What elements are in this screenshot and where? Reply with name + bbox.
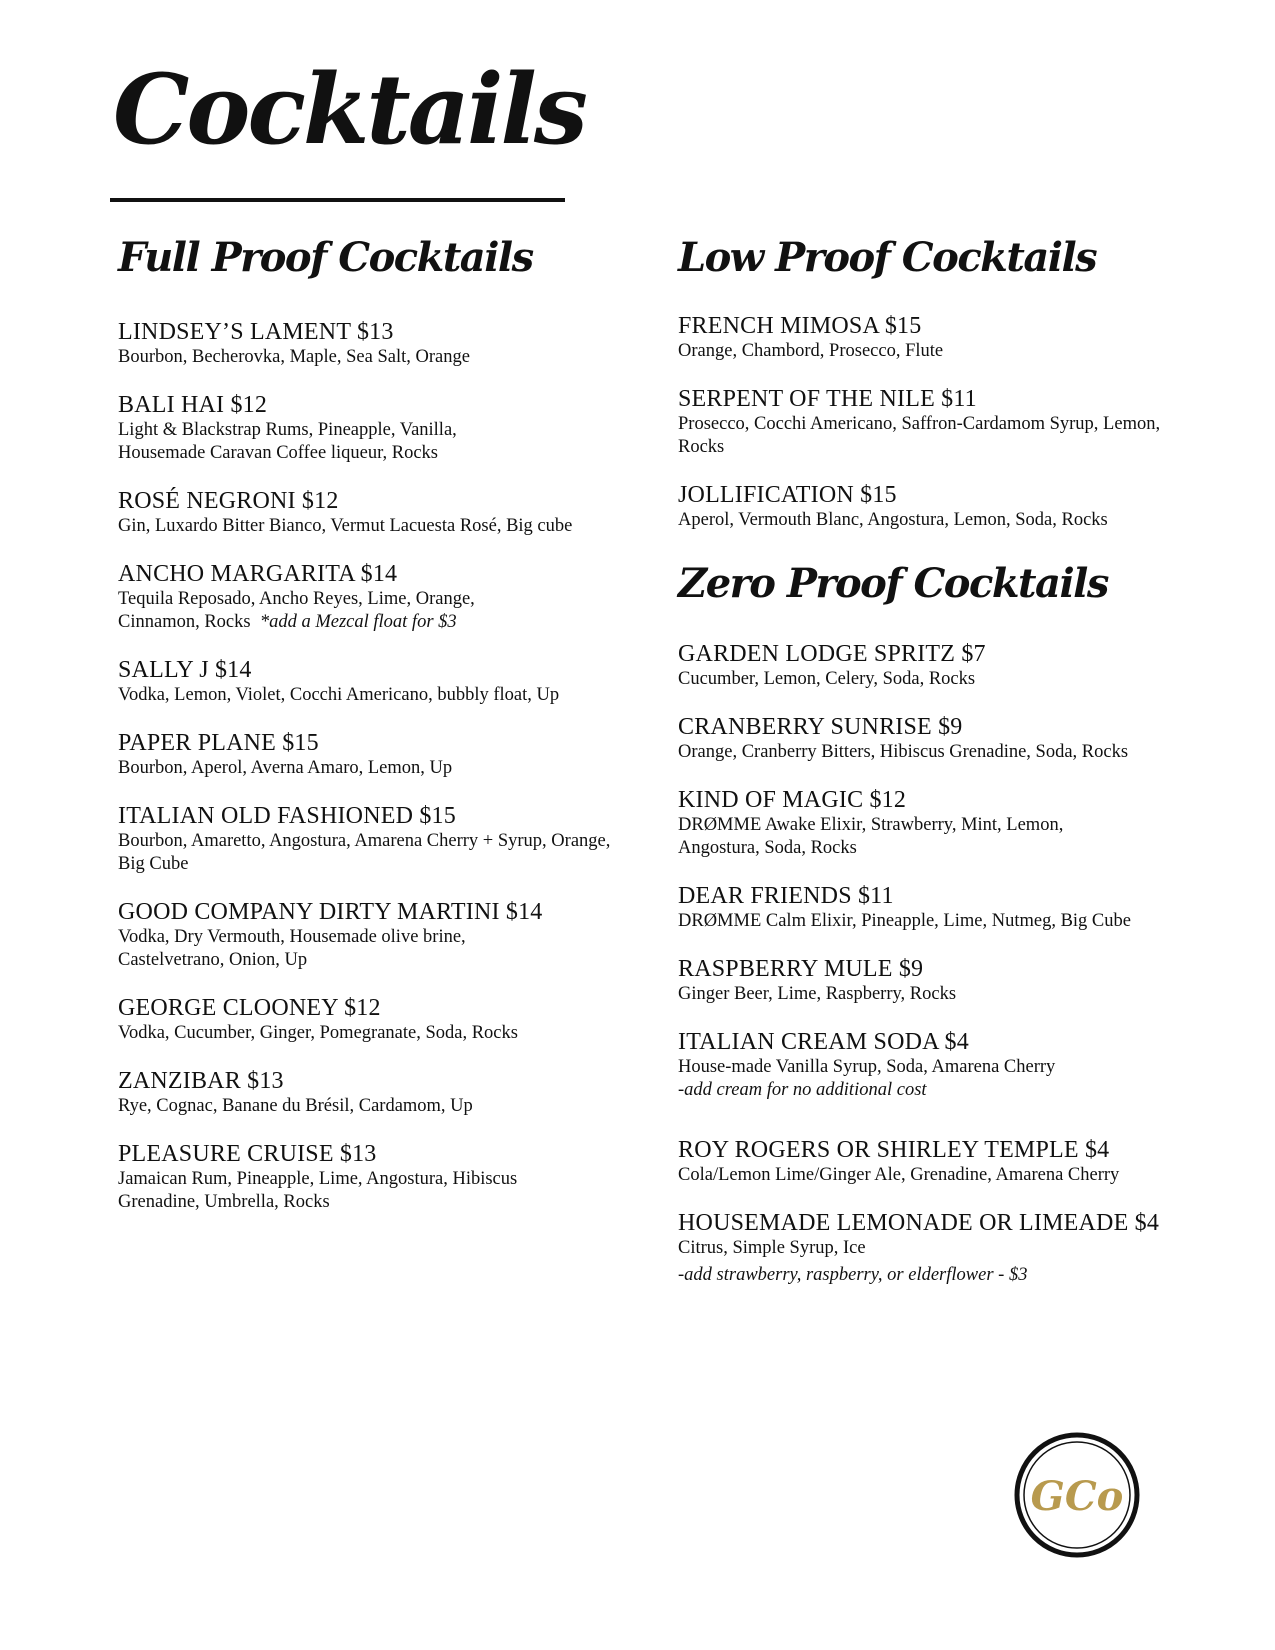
item-description: House-made Vanilla Syrup, Soda, Amarena Cherry [678, 1057, 1056, 1077]
menu-item [678, 1136, 1238, 1187]
item-note: *add a Mezcal float for $3 [259, 612, 457, 632]
item-name: ROSÉ NEGRONI $12 [118, 488, 339, 514]
item-description: Light & Blackstrap Rums, Pineapple, Vanilla, Housemade Caravan Coffee liqueur, Rocks [118, 420, 457, 463]
menu-item [678, 640, 1238, 691]
gco-logo-icon [1014, 1432, 1140, 1558]
menu-item [678, 786, 1238, 860]
item-note: -add strawberry, raspberry, or elderflower - $3 [678, 1265, 1028, 1285]
menu-item [118, 318, 658, 369]
full-proof-column [118, 232, 658, 1236]
item-description: Tequila Reposado, Ancho Reyes, Lime, Orange, Cinnamon, Rocks [118, 589, 475, 632]
page-title: Cocktails [113, 53, 585, 166]
item-description: Gin, Luxardo Bitter Bianco, Vermut Lacuesta Rosé, Big cube [118, 516, 573, 536]
right-column [678, 232, 1238, 1309]
item-name: LINDSEY’S LAMENT $13 [118, 319, 394, 345]
item-description: Orange, Cranberry Bitters, Hibiscus Grenadine, Soda, Rocks [678, 742, 1129, 762]
item-name: GARDEN LODGE SPRITZ $7 [678, 641, 986, 667]
item-note: -add cream for no additional cost [678, 1080, 927, 1100]
item-name: DEAR FRIENDS $11 [678, 883, 894, 909]
menu-item [678, 1209, 1238, 1287]
item-name: RASPBERRY MULE $9 [678, 956, 924, 982]
menu-item [678, 1028, 1238, 1102]
menu-item [678, 481, 1238, 532]
item-description: Ginger Beer, Lime, Raspberry, Rocks [678, 984, 957, 1004]
item-name: KIND OF MAGIC $12 [678, 787, 907, 813]
item-description: Citrus, Simple Syrup, Ice [678, 1238, 866, 1258]
item-description: Orange, Chambord, Prosecco, Flute [678, 341, 944, 361]
item-description: DRØMME Awake Elixir, Strawberry, Mint, Lemon, Angostura, Soda, Rocks [678, 815, 1064, 858]
item-description: Prosecco, Cocchi Americano, Saffron-Cardamom Syrup, Lemon, Rocks [678, 414, 1161, 457]
item-name: SERPENT OF THE NILE $11 [678, 386, 977, 412]
menu-item [118, 729, 658, 780]
menu-item [678, 312, 1238, 363]
low-proof-list [678, 312, 1238, 532]
item-name: JOLLIFICATION $15 [678, 482, 897, 508]
item-name: GOOD COMPANY DIRTY MARTINI $14 [118, 899, 543, 925]
item-name: PAPER PLANE $15 [118, 730, 319, 756]
item-name: PLEASURE CRUISE $13 [118, 1141, 377, 1167]
item-name: HOUSEMADE LEMONADE OR LIMEADE $4 [678, 1210, 1160, 1236]
item-description: Bourbon, Becherovka, Maple, Sea Salt, Orange [118, 347, 470, 367]
item-name: SALLY J $14 [118, 657, 252, 683]
item-description-wrap [118, 588, 538, 634]
menu-item [118, 1140, 658, 1214]
menu-item [118, 898, 658, 972]
full-proof-heading: Full Proof Cocktails [118, 234, 533, 281]
logo-text: GCo [1030, 1473, 1124, 1520]
item-description: Cucumber, Lemon, Celery, Soda, Rocks [678, 669, 976, 689]
zero-proof-heading: Zero Proof Cocktails [678, 560, 1108, 607]
low-proof-heading: Low Proof Cocktails [678, 234, 1097, 281]
title-divider [110, 198, 565, 202]
logo-svg [1014, 1432, 1140, 1558]
item-description: Vodka, Lemon, Violet, Cocchi Americano, bubbly float, Up [118, 685, 560, 705]
zero-proof-list [678, 640, 1238, 1287]
item-description: Aperol, Vermouth Blanc, Angostura, Lemon, Soda, Rocks [678, 510, 1108, 530]
menu-item [678, 882, 1238, 933]
menu-item [678, 385, 1238, 459]
item-description: Bourbon, Aperol, Averna Amaro, Lemon, Up [118, 758, 453, 778]
menu-item [678, 955, 1238, 1006]
item-name: BALI HAI $12 [118, 392, 268, 418]
menu-item [118, 994, 658, 1045]
menu-item [118, 487, 658, 538]
item-description: Rye, Cognac, Banane du Brésil, Cardamom, Up [118, 1096, 473, 1116]
menu-item [118, 656, 658, 707]
item-name: ITALIAN OLD FASHIONED $15 [118, 803, 456, 829]
item-description: Vodka, Cucumber, Ginger, Pomegranate, Soda, Rocks [118, 1023, 518, 1043]
item-name: ZANZIBAR $13 [118, 1068, 284, 1094]
item-name: ANCHO MARGARITA $14 [118, 561, 398, 587]
menu-item [118, 391, 658, 465]
item-description: Cola/Lemon Lime/Ginger Ale, Grenadine, Amarena Cherry [678, 1165, 1120, 1185]
item-name: CRANBERRY SUNRISE $9 [678, 714, 963, 740]
item-description: Jamaican Rum, Pineapple, Lime, Angostura, Hibiscus Grenadine, Umbrella, Rocks [118, 1169, 518, 1212]
menu-item [118, 802, 658, 876]
item-name: FRENCH MIMOSA $15 [678, 313, 922, 339]
menu-item [118, 1067, 658, 1118]
item-description: Vodka, Dry Vermouth, Housemade olive brine, Castelvetrano, Onion, Up [118, 927, 466, 970]
item-name: GEORGE CLOONEY $12 [118, 995, 381, 1021]
menu-item [678, 713, 1238, 764]
full-proof-list [118, 318, 658, 1214]
item-description: DRØMME Calm Elixir, Pineapple, Lime, Nutmeg, Big Cube [678, 911, 1131, 931]
menu-item [118, 560, 658, 634]
item-description: Bourbon, Amaretto, Angostura, Amarena Cherry + Syrup, Orange, Big Cube [118, 831, 611, 874]
item-name: ROY ROGERS OR SHIRLEY TEMPLE $4 [678, 1137, 1110, 1163]
item-name: ITALIAN CREAM SODA $4 [678, 1029, 969, 1055]
